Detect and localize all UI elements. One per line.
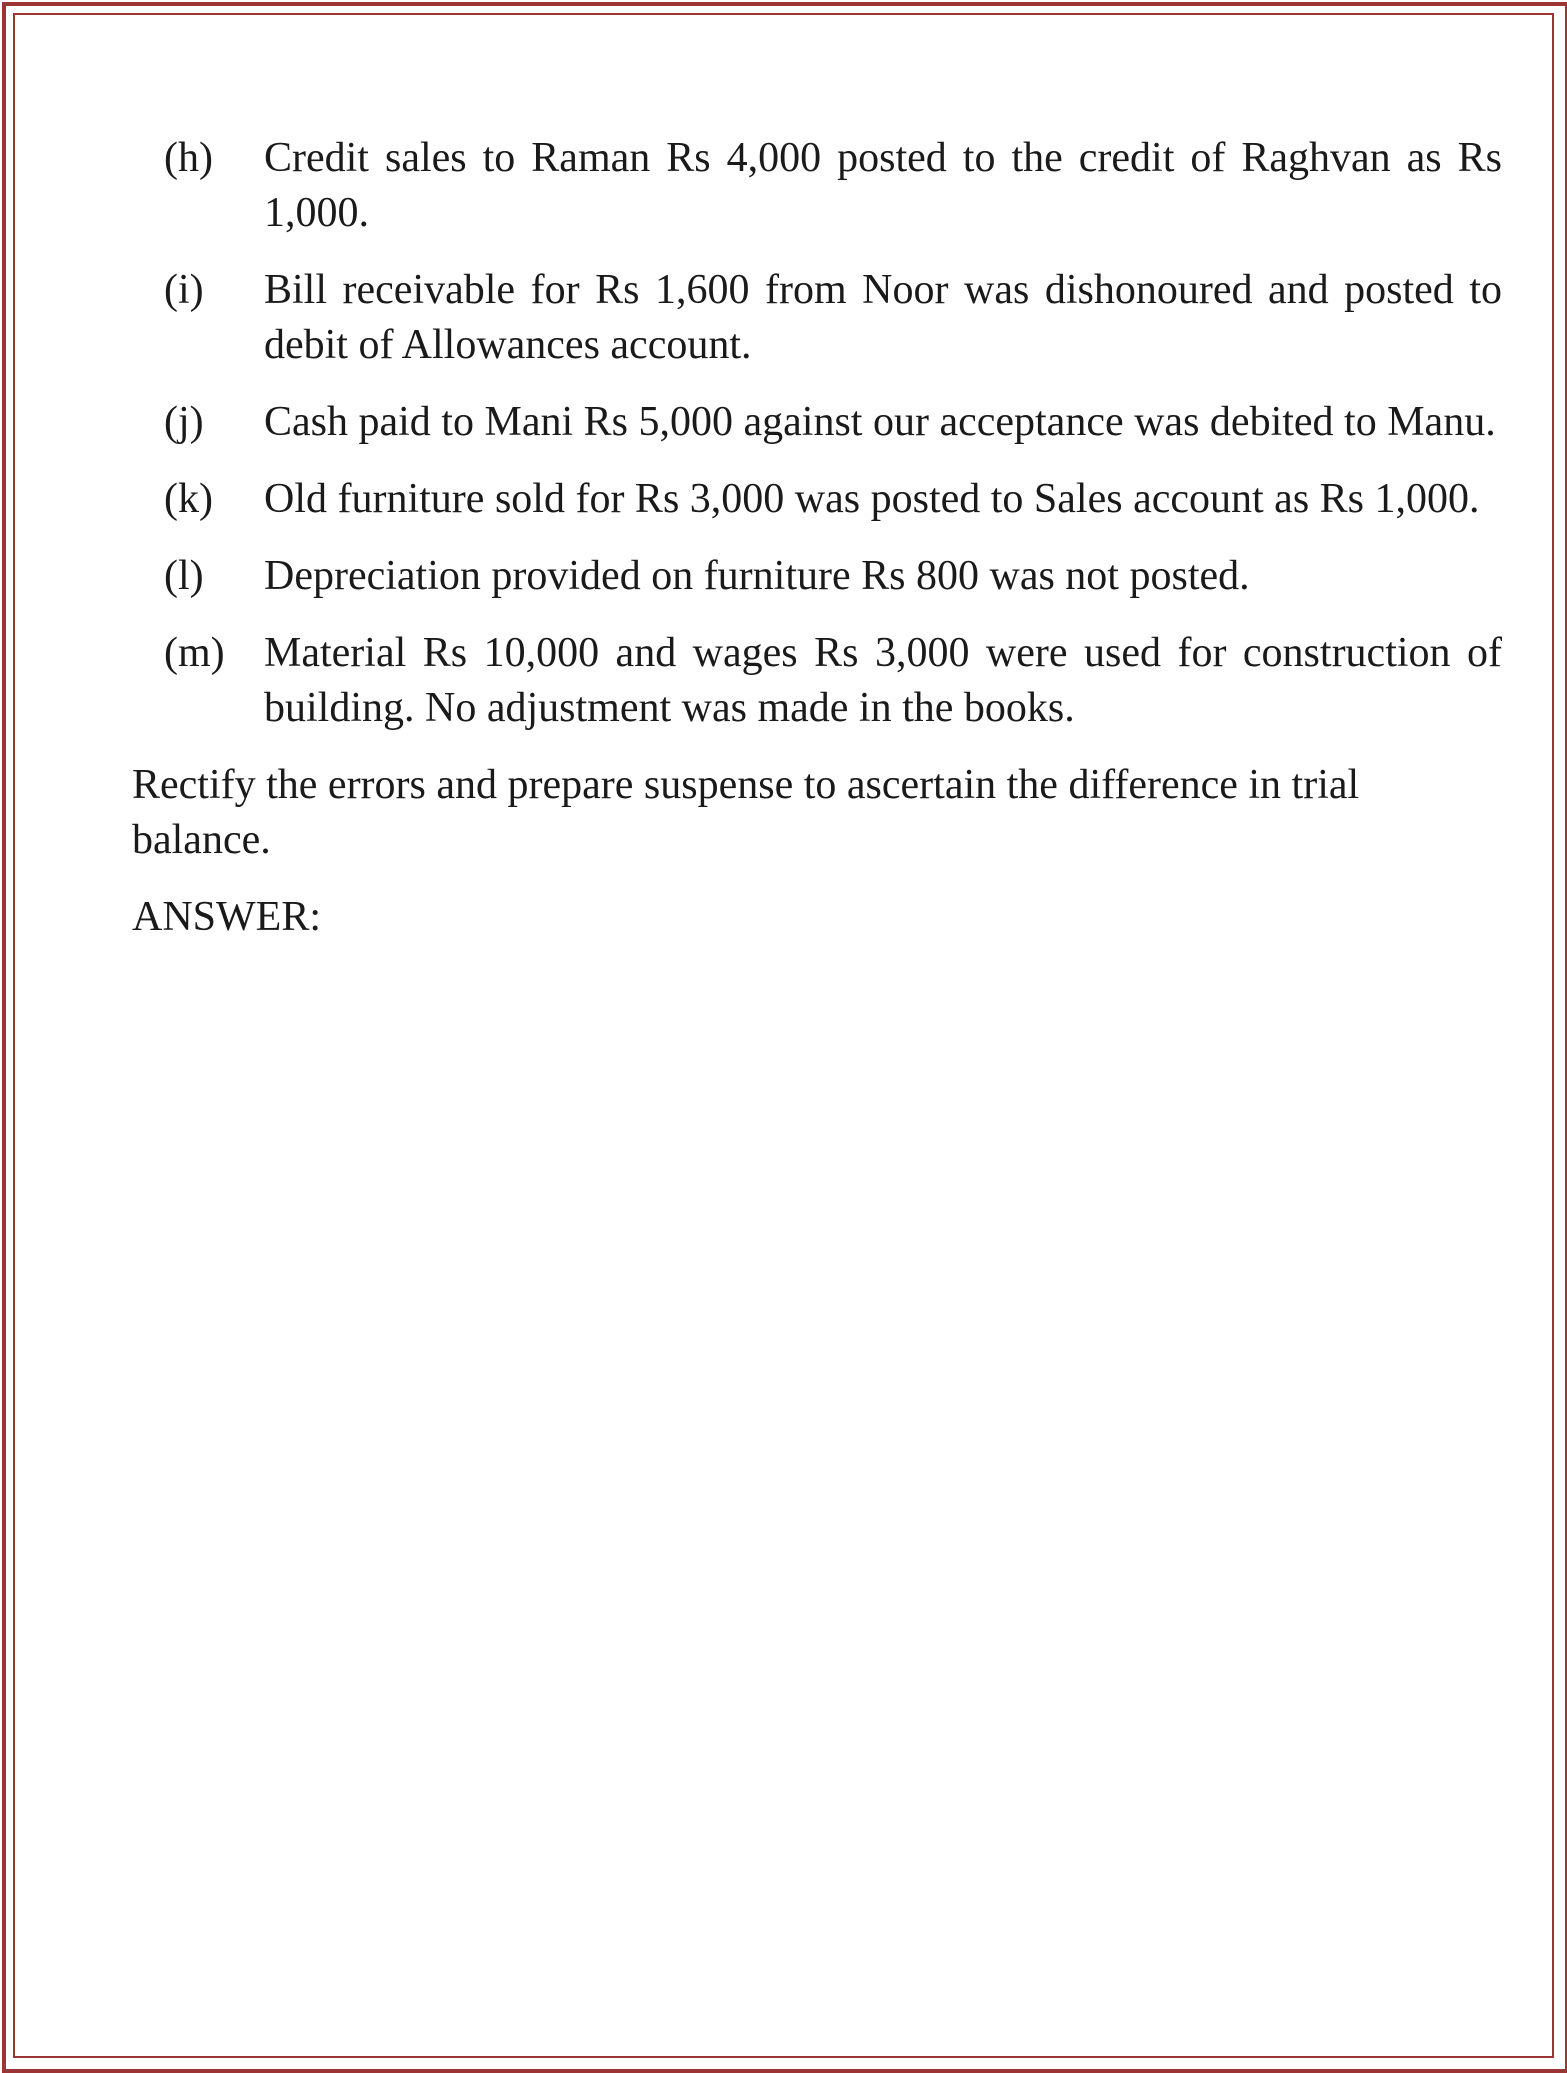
item-text: Bill receivable for Rs 1,600 from Noor was dishonoured and posted to debit of Allowances account. xyxy=(264,267,1502,368)
instruction-text: Rectify the errors and prepare suspense to ascertain the difference in trial balance. xyxy=(132,762,1360,863)
item-label: (j) xyxy=(164,399,204,445)
item-label: (h) xyxy=(164,135,213,181)
item-label: (i) xyxy=(164,267,204,313)
item-label: (k) xyxy=(164,476,213,522)
list-item-k xyxy=(132,472,1502,527)
item-label: (m) xyxy=(164,630,225,676)
item-label: (l) xyxy=(164,553,204,599)
list-item-h xyxy=(132,131,1502,241)
item-text: Old furniture sold for Rs 3,000 was posted to Sales account as Rs 1,000. xyxy=(264,476,1480,522)
item-text: Depreciation provided on furniture Rs 800 was not posted. xyxy=(264,553,1250,599)
item-text: Material Rs 10,000 and wages Rs 3,000 were used for construction of building. No adjustment was made in the books. xyxy=(264,630,1502,731)
list-item-j xyxy=(132,395,1502,450)
list-item-i xyxy=(132,263,1502,373)
list-item-m xyxy=(132,626,1502,736)
item-text: Credit sales to Raman Rs 4,000 posted to the credit of Raghvan as Rs 1,000. xyxy=(264,135,1502,236)
item-text: Cash paid to Mani Rs 5,000 against our acceptance was debited to Manu. xyxy=(264,399,1496,445)
document-content xyxy=(132,131,1502,945)
list-item-l xyxy=(132,549,1502,604)
answer-heading: ANSWER: xyxy=(132,894,321,940)
